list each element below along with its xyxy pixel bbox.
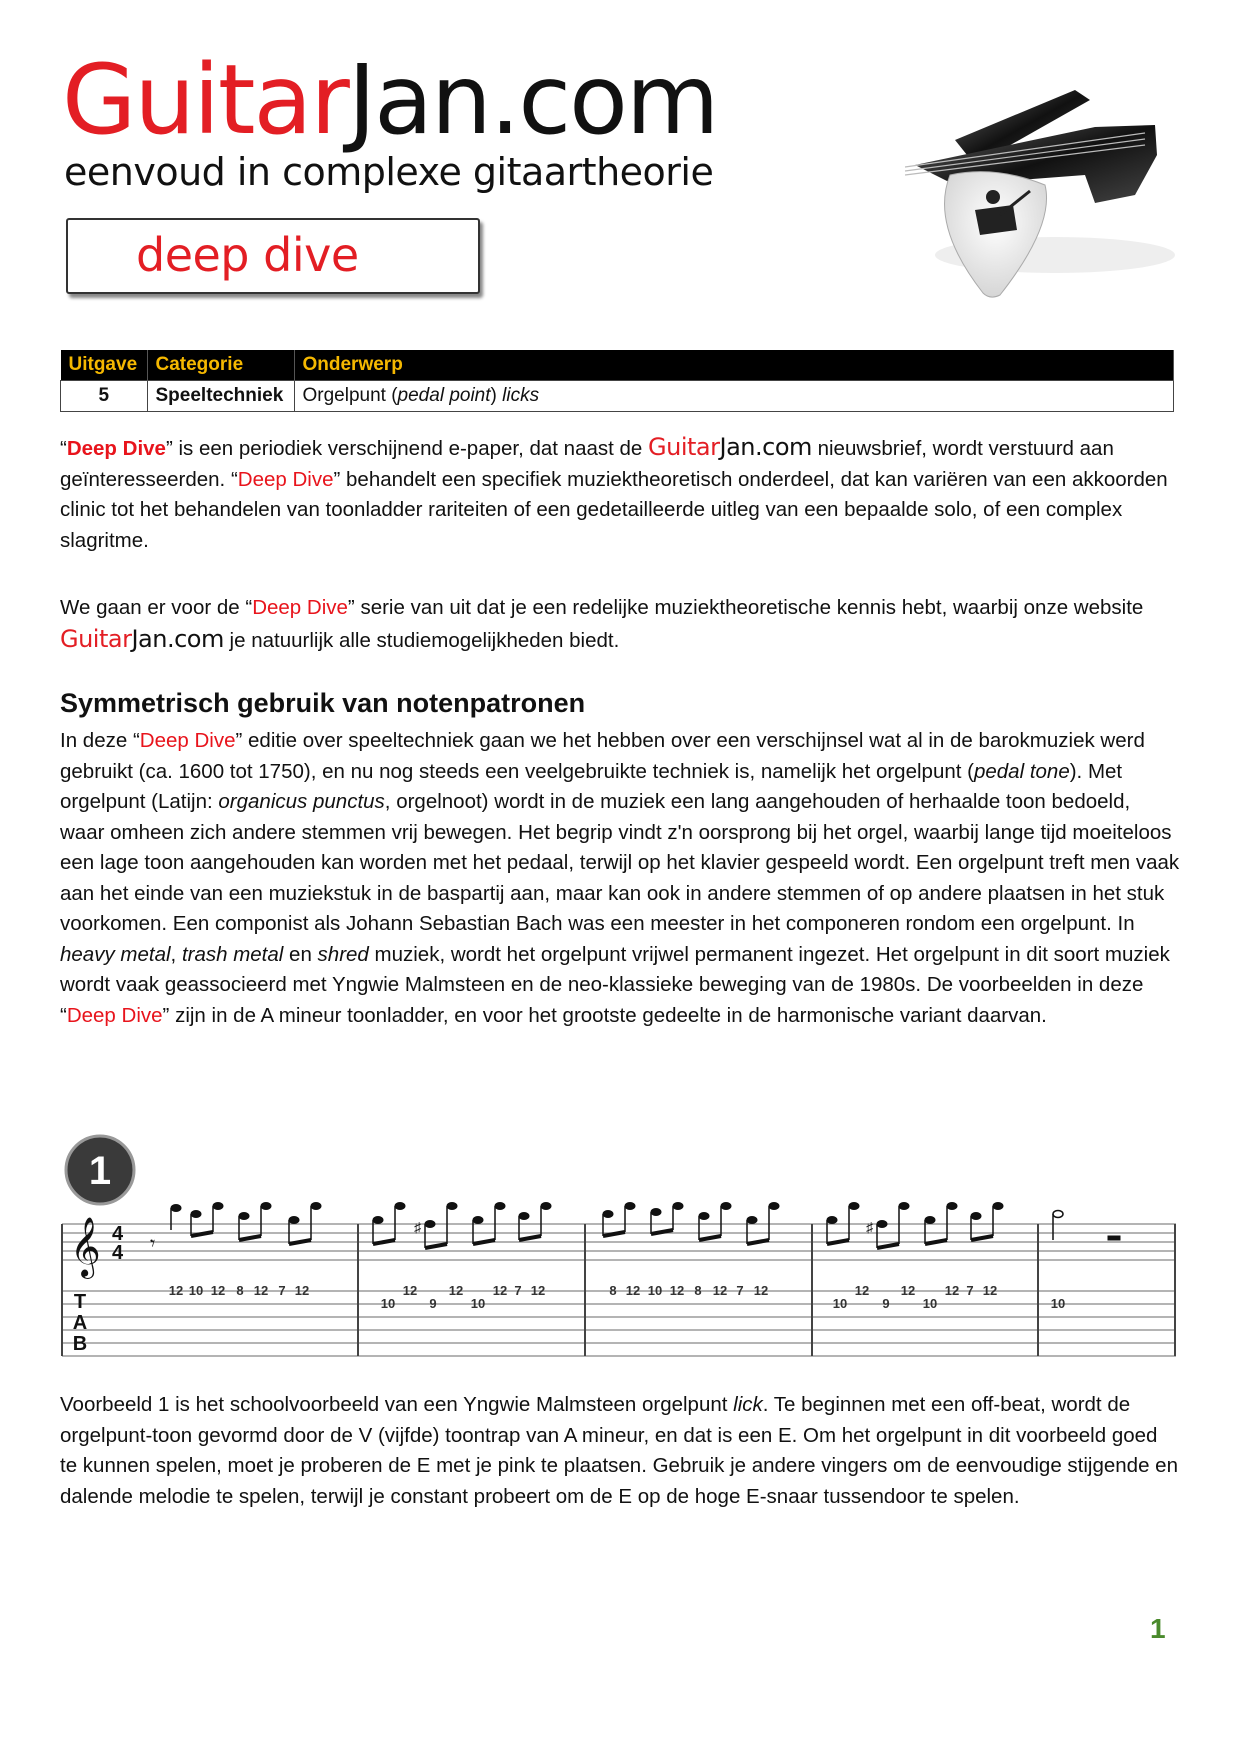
deep-dive-label: Deep Dive (66, 1003, 163, 1027)
issue-info-table (60, 350, 1174, 412)
italic-term: shred (317, 942, 369, 966)
guitar-and-pick-icon (895, 55, 1185, 310)
svg-text:10: 10 (188, 1283, 204, 1298)
svg-text:12: 12 (253, 1283, 269, 1298)
svg-text:8: 8 (236, 1283, 244, 1298)
text: Voorbeeld 1 is het schoolvoorbeeld van een Yngwie Malmsteen orgelpunt (60, 1393, 734, 1416)
svg-text:12: 12 (982, 1283, 998, 1298)
deep-dive-label: Deep Dive (252, 596, 348, 619)
tagline: eenvoud in complexe gitaartheorie (64, 150, 714, 194)
logo-jan-com: Jan.com (347, 44, 718, 156)
svg-text:12: 12 (854, 1283, 870, 1298)
section-heading: Symmetrisch gebruik van notenpatronen (60, 688, 586, 718)
text: je natuurlijk alle studiemogelijkheden biedt. (223, 628, 620, 652)
italic-term: lick (733, 1393, 763, 1416)
svg-text:12: 12 (900, 1283, 916, 1298)
onderwerp-italic: pedal point (397, 385, 491, 406)
svg-text:1: 1 (88, 1149, 112, 1193)
intro-paragraph-2 (60, 593, 1180, 656)
text: nieuwsbrief, wordt verstuurd aan geïnteresseerden. “ (60, 437, 1114, 491)
col-uitgave: Uitgave (61, 350, 148, 381)
svg-text:12: 12 (492, 1283, 508, 1298)
svg-text:10: 10 (1050, 1296, 1066, 1311)
italic-term: pedal tone (973, 759, 1070, 783)
deep-dive-badge (66, 218, 480, 294)
text: In deze “ (60, 729, 140, 752)
example-number-badge (66, 1136, 134, 1204)
text: We gaan er voor de “ (60, 596, 253, 619)
svg-text:12: 12 (448, 1283, 464, 1298)
deep-dive-badge-label: deep dive (136, 228, 359, 282)
svg-text:12: 12 (753, 1283, 769, 1298)
svg-text:B: B (72, 1333, 88, 1355)
svg-text:10: 10 (647, 1283, 663, 1298)
svg-text:T: T (73, 1291, 87, 1313)
svg-text:12: 12 (712, 1283, 728, 1298)
tab-notation-example-1 (58, 1128, 1178, 1368)
col-categorie: Categorie (147, 350, 294, 381)
svg-text:12: 12 (402, 1283, 418, 1298)
col-onderwerp: Onderwerp (294, 350, 1174, 381)
svg-text:𝄞: 𝄞 (70, 1217, 101, 1277)
text: ” zijn in de A mineur toonladder, en voor het grootste gedeelte in de harmonische variant daarvan. (162, 1003, 1047, 1027)
logo-jan-com: Jan.com (719, 433, 812, 461)
text: ” serie van uit dat je een redelijke muziektheoretische kennis hebt, waarbij onze website (347, 596, 1144, 619)
svg-text:7: 7 (966, 1283, 974, 1298)
onderwerp-italic: licks (502, 385, 540, 406)
section-paragraph (60, 726, 1180, 1031)
text: “ (60, 437, 67, 460)
text: ). Met orgelpunt (Latijn: (60, 759, 1123, 813)
cell-categorie: Speeltechniek (147, 381, 294, 412)
svg-text:12: 12 (294, 1283, 310, 1298)
table-row (61, 381, 1174, 412)
svg-text:8: 8 (694, 1283, 702, 1298)
svg-text:♯: ♯ (414, 1219, 421, 1235)
inline-logo (648, 433, 812, 461)
cell-uitgave: 5 (61, 381, 148, 412)
svg-text:12: 12 (669, 1283, 685, 1298)
page-number: 1 (1150, 1613, 1166, 1644)
svg-text:9: 9 (429, 1296, 437, 1311)
italic-term: organicus punctus (218, 790, 385, 813)
deep-dive-label: Deep Dive (139, 729, 236, 752)
example-1-caption (60, 1390, 1180, 1512)
svg-text:12: 12 (944, 1283, 960, 1298)
svg-text:A: A (72, 1312, 88, 1334)
text: , orgelnoot) wordt in de muziek een lang aangehouden of herhaalde toon bedoeld, waar omheen zich andere stemmen vrij bewegen. Het begrip vindt z'n oorsprong bij het orgel, waarbij lange tijd moeiteloos een lage toon aangehouden kan worden met het pedaal, terwijl op het klavier gespeeld wordt. Een orgelpunt treft men vaak aan het einde van een muziekstuk in de baspartij aan, maar kan ook in andere stemmen of op andere plaatsen in het stuk voorkomen. Een componist als Johann Sebastian Bach was een meester in het componeren rondom een orgelpunt. In (60, 790, 1180, 935)
text: , (170, 942, 182, 966)
intro-paragraph-1 (60, 432, 1180, 556)
text: ” editie over speeltechniek gaan we het hebben over een verschijnsel wat al in de barokmuziek werd gebruikt (ca. 1600 tot 1750), en nu nog steeds een veelgebruikte techniek is, namelijk het orgelpunt ( (60, 729, 1145, 783)
logo-jan-com: Jan.com (131, 624, 224, 653)
svg-text:4: 4 (112, 1242, 124, 1264)
svg-text:𝄾: 𝄾 (150, 1233, 156, 1255)
onderwerp-text: Orgelpunt ( (302, 385, 398, 406)
deep-dive-label: Deep Dive (66, 437, 166, 460)
svg-text:12: 12 (210, 1283, 226, 1298)
onderwerp-text: ) (490, 385, 503, 406)
logo-guitar: Guitar (648, 433, 720, 461)
text: muziek, wordt het orgelpunt vrijwel permanent ingezet. Het orgelpunt in dit soort muziek wordt vaak geassocieerd met Yngwie Malmsteen en de neo-klassieke beweging van de 1980s. De voorbeelden in deze “ (60, 942, 1170, 1027)
logo-guitar: Guitar (62, 44, 348, 156)
svg-text:9: 9 (882, 1296, 890, 1311)
text: ” behandelt een specifiek muziektheoretisch onderdeel, dat kan variëren van een akkoorden clinic tot het behandelen van toonladder rariteiten of een gedetailleerde uitleg van een bepaalde solo, of een complex slagritme. (60, 467, 1168, 552)
svg-text:10: 10 (470, 1296, 486, 1311)
svg-text:10: 10 (922, 1296, 938, 1311)
svg-text:10: 10 (380, 1296, 396, 1311)
text: en (283, 942, 318, 966)
svg-text:10: 10 (832, 1296, 848, 1311)
cell-onderwerp (294, 381, 1174, 412)
italic-term: trash metal (181, 942, 284, 966)
svg-text:12: 12 (625, 1283, 641, 1298)
svg-text:7: 7 (514, 1283, 522, 1298)
svg-text:12: 12 (530, 1283, 546, 1298)
svg-text:8: 8 (609, 1283, 617, 1298)
deep-dive-label: Deep Dive (237, 467, 334, 491)
svg-text:♯: ♯ (866, 1219, 873, 1235)
svg-text:4: 4 (112, 1223, 124, 1245)
svg-text:12: 12 (168, 1283, 184, 1298)
site-logo (62, 44, 718, 156)
text: ” is een periodiek verschijnend e-paper, dat naast de (165, 437, 649, 460)
logo-guitar: Guitar (60, 624, 132, 653)
svg-text:7: 7 (278, 1283, 286, 1298)
text: . Te beginnen met een off-beat, wordt de orgelpunt-toon gevormd door de V (vijfde) toontrap van A mineur, en dat is een E. Om het orgelpunt in dit voorbeeld goed te kunnen spelen, moet je proberen de E met je pink te plaatsen. Gebruik je andere vingers om de eenvoudige stijgende en dalende melodie te spelen, terwijl je constant probeert om de E op de hoge E-snaar tussendoor te spelen. (60, 1393, 1178, 1508)
svg-text:7: 7 (736, 1283, 744, 1298)
inline-logo (60, 625, 224, 653)
italic-term: heavy metal (60, 942, 171, 966)
